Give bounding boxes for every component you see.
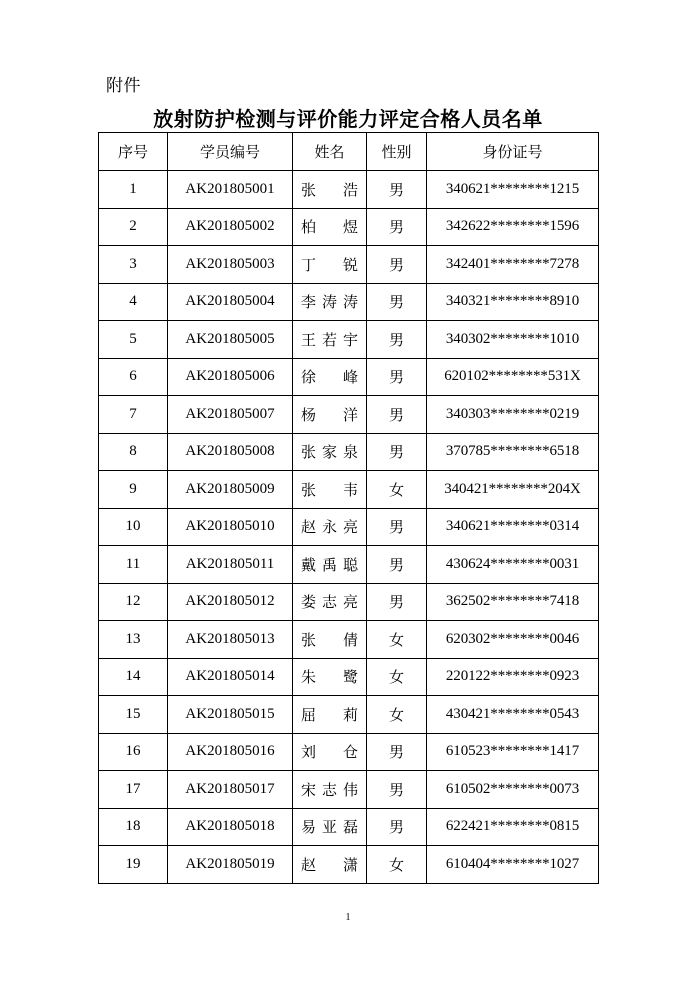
cell-name: 丁锐 [293,246,367,284]
cell-student-id: AK201805012 [168,583,293,621]
cell-name: 张家泉 [293,433,367,471]
cell-student-id: AK201805019 [168,846,293,884]
table-row [99,658,599,696]
table-row [99,771,599,809]
cell-gender: 男 [367,396,427,434]
cell-id-number: 340421********204X [427,471,599,509]
cell-name: 刘仓 [293,733,367,771]
cell-name: 朱鹭 [293,658,367,696]
cell-id-number: 430624********0031 [427,546,599,584]
header-name: 姓名 [293,133,367,171]
cell-student-id: AK201805001 [168,171,293,209]
cell-seq: 4 [99,283,168,321]
cell-gender: 男 [367,808,427,846]
header-id-number: 身份证号 [427,133,599,171]
cell-gender: 男 [367,508,427,546]
table-row [99,508,599,546]
cell-name: 杨洋 [293,396,367,434]
cell-student-id: AK201805007 [168,396,293,434]
cell-gender: 女 [367,846,427,884]
table-row [99,171,599,209]
cell-gender: 男 [367,171,427,209]
cell-student-id: AK201805016 [168,733,293,771]
cell-gender: 女 [367,658,427,696]
cell-seq: 12 [99,583,168,621]
table-row [99,396,599,434]
cell-gender: 女 [367,696,427,734]
cell-student-id: AK201805011 [168,546,293,584]
attachment-label: 附件 [106,76,141,96]
table-row [99,846,599,884]
table-header-row [99,133,599,171]
cell-id-number: 430421********0543 [427,696,599,734]
cell-id-number: 620102********531X [427,358,599,396]
document-title: 放射防护检测与评价能力评定合格人员名单 [153,107,543,131]
cell-name: 徐峰 [293,358,367,396]
table-row [99,321,599,359]
cell-id-number: 340621********1215 [427,171,599,209]
cell-id-number: 620302********0046 [427,621,599,659]
cell-id-number: 220122********0923 [427,658,599,696]
cell-id-number: 362502********7418 [427,583,599,621]
cell-seq: 10 [99,508,168,546]
table-row [99,433,599,471]
cell-id-number: 342401********7278 [427,246,599,284]
table-row [99,696,599,734]
cell-name: 赵永亮 [293,508,367,546]
cell-gender: 女 [367,471,427,509]
cell-seq: 6 [99,358,168,396]
cell-name: 屈莉 [293,696,367,734]
cell-gender: 男 [367,321,427,359]
cell-name: 娄志亮 [293,583,367,621]
cell-id-number: 340302********1010 [427,321,599,359]
cell-name: 戴禹聪 [293,546,367,584]
cell-seq: 11 [99,546,168,584]
cell-name: 李涛涛 [293,283,367,321]
cell-id-number: 622421********0815 [427,808,599,846]
qualified-personnel-table [98,132,599,884]
cell-gender: 男 [367,433,427,471]
cell-student-id: AK201805018 [168,808,293,846]
cell-student-id: AK201805005 [168,321,293,359]
cell-student-id: AK201805008 [168,433,293,471]
header-student-id: 学员编号 [168,133,293,171]
cell-student-id: AK201805014 [168,658,293,696]
table-row [99,546,599,584]
cell-seq: 17 [99,771,168,809]
cell-id-number: 342622********1596 [427,208,599,246]
cell-gender: 女 [367,621,427,659]
cell-id-number: 610502********0073 [427,771,599,809]
table-row [99,808,599,846]
cell-seq: 3 [99,246,168,284]
cell-student-id: AK201805015 [168,696,293,734]
header-seq: 序号 [99,133,168,171]
cell-seq: 8 [99,433,168,471]
cell-student-id: AK201805009 [168,471,293,509]
cell-student-id: AK201805004 [168,283,293,321]
table-row [99,358,599,396]
cell-gender: 男 [367,546,427,584]
table-body [99,171,599,884]
table-row [99,733,599,771]
cell-student-id: AK201805006 [168,358,293,396]
table-row [99,583,599,621]
cell-name: 易亚磊 [293,808,367,846]
table-row [99,471,599,509]
cell-name: 张浩 [293,171,367,209]
cell-seq: 5 [99,321,168,359]
header-gender: 性别 [367,133,427,171]
cell-seq: 19 [99,846,168,884]
page-number: 1 [345,912,351,923]
table-row [99,208,599,246]
cell-id-number: 610404********1027 [427,846,599,884]
cell-id-number: 340303********0219 [427,396,599,434]
cell-seq: 1 [99,171,168,209]
cell-student-id: AK201805010 [168,508,293,546]
table-row [99,621,599,659]
cell-name: 柏煜 [293,208,367,246]
cell-seq: 15 [99,696,168,734]
cell-gender: 男 [367,733,427,771]
cell-seq: 9 [99,471,168,509]
cell-name: 张倩 [293,621,367,659]
cell-name: 王若宇 [293,321,367,359]
cell-gender: 男 [367,208,427,246]
cell-id-number: 610523********1417 [427,733,599,771]
cell-gender: 男 [367,358,427,396]
cell-name: 赵潇 [293,846,367,884]
cell-gender: 男 [367,283,427,321]
cell-seq: 13 [99,621,168,659]
cell-seq: 16 [99,733,168,771]
cell-name: 宋志伟 [293,771,367,809]
cell-student-id: AK201805003 [168,246,293,284]
cell-seq: 14 [99,658,168,696]
table-row [99,246,599,284]
cell-student-id: AK201805002 [168,208,293,246]
cell-id-number: 340621********0314 [427,508,599,546]
cell-name: 张韦 [293,471,367,509]
cell-seq: 18 [99,808,168,846]
cell-gender: 男 [367,246,427,284]
cell-student-id: AK201805013 [168,621,293,659]
cell-id-number: 340321********8910 [427,283,599,321]
cell-id-number: 370785********6518 [427,433,599,471]
cell-gender: 男 [367,771,427,809]
cell-seq: 2 [99,208,168,246]
table-row [99,283,599,321]
cell-seq: 7 [99,396,168,434]
cell-gender: 男 [367,583,427,621]
cell-student-id: AK201805017 [168,771,293,809]
